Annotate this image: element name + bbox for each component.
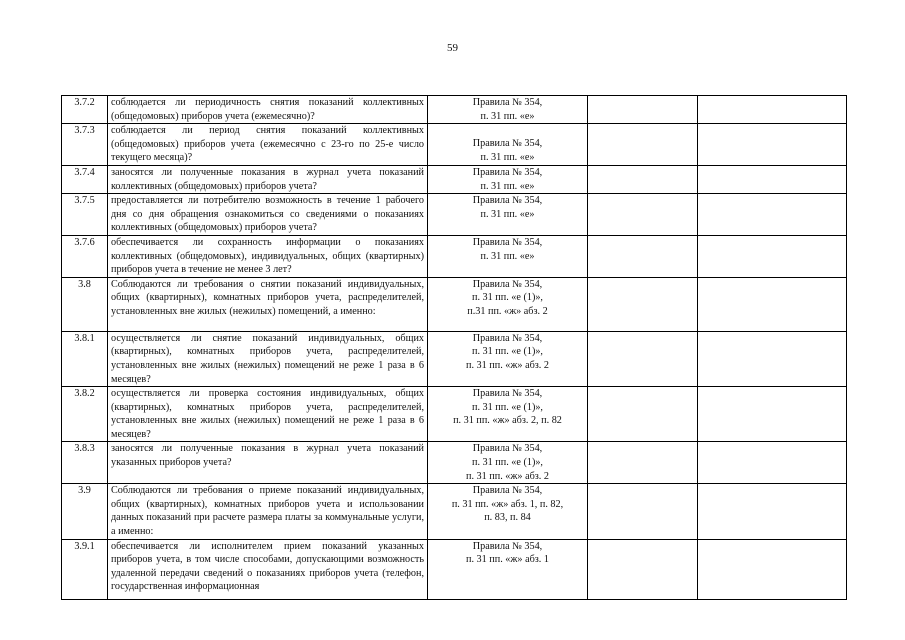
answer-cell[interactable] [588, 442, 698, 484]
note-cell[interactable] [698, 96, 847, 124]
table-row [62, 484, 847, 539]
note-cell[interactable] [698, 442, 847, 484]
answer-cell[interactable] [588, 165, 698, 193]
note-cell[interactable] [698, 277, 847, 331]
answer-cell[interactable] [588, 277, 698, 331]
reference-line: п. 31 пп. «ж» абз. 2, п. 82 [453, 415, 562, 427]
table-row [62, 277, 847, 331]
row-question: заносятся ли полученные показания в журнал учета показаний коллективных (общедомовых) приборов учета? [108, 165, 428, 193]
row-reference [428, 539, 588, 599]
table-row [62, 165, 847, 193]
reference-line: п. 31 пп. «ж» абз. 2 [466, 359, 549, 371]
answer-cell[interactable] [588, 235, 698, 277]
page-number: 59 [447, 42, 458, 54]
reference-line: Правила № 354, [472, 278, 543, 290]
reference-line: п. 31 пп. «е» [480, 250, 535, 262]
reference-line: Правила № 354, [472, 97, 543, 108]
reference-line: п. 31 пп. «е (1)», [472, 401, 543, 413]
reference-line: п. 31 пп. «е» [480, 208, 535, 220]
row-number: 3.8.3 [62, 442, 108, 484]
row-number: 3.7.3 [62, 124, 108, 166]
row-reference [428, 96, 588, 124]
reference-line: п. 83, п. 84 [484, 512, 531, 524]
reference-line: п. 31 пп. «е» [480, 151, 535, 163]
reference-line: п. 31 пп. «е (1)», [472, 346, 543, 358]
table-row [62, 442, 847, 484]
answer-cell[interactable] [588, 539, 698, 599]
reference-line: п. 31 пп. «е (1)», [472, 457, 543, 469]
note-cell[interactable] [698, 539, 847, 599]
checklist-table [61, 95, 847, 600]
note-cell[interactable] [698, 484, 847, 539]
row-question: предоставляется ли потребителю возможность в течение 1 рабочего дня со дня обращения ознакомиться со сведениями о показаниях коллективных (общедомовых) приборов учета? [108, 194, 428, 236]
reference-line: п. 31 пп. «ж» абз. 1 [466, 554, 549, 566]
reference-line: п. 31 пп. «ж» абз. 1, п. 82, [451, 498, 564, 510]
row-reference [428, 387, 588, 442]
reference-line: Правила № 354, [472, 332, 543, 344]
row-question: обеспечивается ли исполнителем прием показаний указанных приборов учета, в том числе способами, допускающими возможность удаленной передачи сведений о показаниях приборов учета (телефон, государственная информационная [108, 539, 428, 599]
row-reference [428, 331, 588, 386]
reference-line: Правила № 354, [472, 236, 543, 248]
answer-cell[interactable] [588, 194, 698, 236]
row-reference [428, 484, 588, 539]
answer-cell[interactable] [588, 96, 698, 124]
row-reference [428, 194, 588, 236]
row-reference [428, 442, 588, 484]
row-question: соблюдается ли периодичность снятия показаний коллективных (общедомовых) приборов учета (ежемесячно)? [108, 96, 428, 124]
row-number: 3.7.5 [62, 194, 108, 236]
table-row [62, 96, 847, 124]
note-cell[interactable] [698, 124, 847, 166]
reference-line: п. 31 пп. «ж» абз. 2 [466, 470, 549, 482]
row-number: 3.9 [62, 484, 108, 539]
note-cell[interactable] [698, 387, 847, 442]
answer-cell[interactable] [588, 124, 698, 166]
row-number: 3.7.4 [62, 165, 108, 193]
table-row [62, 331, 847, 386]
reference-line: Правила № 354, [472, 166, 543, 178]
reference-line: Правила № 354, [472, 388, 543, 400]
reference-line: Правила № 354, [472, 138, 543, 150]
row-question: заносятся ли полученные показания в журнал учета показаний указанных приборов учета? [108, 442, 428, 484]
row-number: 3.7.6 [62, 235, 108, 277]
row-number: 3.8.2 [62, 387, 108, 442]
row-question: соблюдается ли период снятия показаний коллективных (общедомовых) приборов учета (ежемесячно с 23-го по 25-е число текущего месяца)? [108, 124, 428, 166]
row-question: обеспечивается ли сохранность информации о показаниях коллективных (общедомовых), индивидуальных, общих (квартирных) приборов учета в течение не менее 3 лет? [108, 235, 428, 277]
row-reference [428, 165, 588, 193]
note-cell[interactable] [698, 165, 847, 193]
answer-cell[interactable] [588, 484, 698, 539]
row-question: Соблюдаются ли требования о приеме показаний индивидуальных, общих (квартирных), комнатных приборов учета и использовании данных показаний при расчете размера платы за коммунальные услуги, а именно: [108, 484, 428, 539]
table-row [62, 387, 847, 442]
reference-line: п. 31 пп. «е» [480, 180, 535, 192]
row-question: осуществляется ли проверка состояния индивидуальных, общих (квартирных), комнатных приборов учета, распределителей, установленных вне жилых (нежилых) помещений не реже 1 раза в 6 месяцев? [108, 387, 428, 442]
row-number: 3.7.2 [62, 96, 108, 124]
table-row [62, 539, 847, 599]
row-number: 3.9.1 [62, 539, 108, 599]
table-row [62, 194, 847, 236]
reference-line: п. 31 пп. «е (1)», [472, 292, 543, 304]
note-cell[interactable] [698, 194, 847, 236]
row-reference [428, 277, 588, 331]
row-number: 3.8.1 [62, 331, 108, 386]
reference-line: Правила № 354, [472, 195, 543, 207]
reference-line: п.31 пп. «ж» абз. 2 [467, 305, 548, 317]
note-cell[interactable] [698, 331, 847, 386]
answer-cell[interactable] [588, 387, 698, 442]
table-row [62, 124, 847, 166]
answer-cell[interactable] [588, 331, 698, 386]
reference-line: п. 31 пп. «е» [480, 110, 535, 122]
reference-line: Правила № 354, [472, 485, 543, 497]
row-reference [428, 235, 588, 277]
table-row [62, 235, 847, 277]
row-reference [428, 124, 588, 166]
row-question: осуществляется ли снятие показаний индивидуальных, общих (квартирных), комнатных приборов учета, распределителей, установленных вне жилых (нежилых) помещений не реже 1 раза в 6 месяцев? [108, 331, 428, 386]
note-cell[interactable] [698, 235, 847, 277]
reference-line: Правила № 354, [472, 443, 543, 455]
reference-line: Правила № 354, [472, 540, 543, 552]
row-question: Соблюдаются ли требования о снятии показаний индивидуальных, общих (квартирных), комнатных приборов учета, распределителей, установленных вне жилых (нежилых) помещений, а именно: [108, 277, 428, 331]
row-number: 3.8 [62, 277, 108, 331]
